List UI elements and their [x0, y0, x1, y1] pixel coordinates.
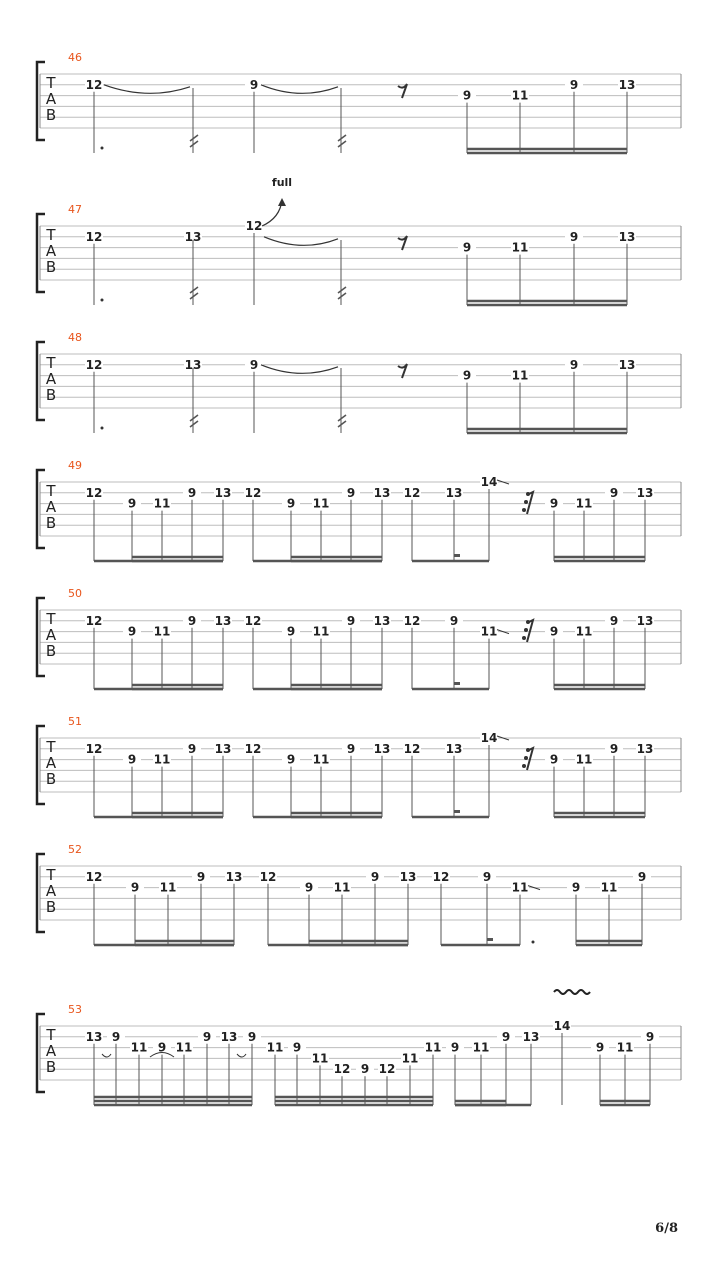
rest-marker: [487, 938, 493, 941]
fret-number: 12: [403, 741, 421, 756]
fret-number: 13: [445, 741, 463, 756]
tab-clef-letter: B: [45, 258, 57, 276]
fret-number: 9: [286, 624, 296, 639]
sixteenth-rest: [522, 620, 533, 642]
fret-number: 11: [130, 1040, 148, 1055]
fret-number: 9: [501, 1029, 511, 1044]
fret-number: 12: [403, 485, 421, 500]
measure-number: 50: [68, 587, 82, 600]
fret-number: 9: [346, 613, 356, 628]
fret-number: 13: [184, 229, 202, 244]
bend-label: full: [271, 176, 293, 189]
fret-number: 12: [245, 219, 263, 233]
fret-number: 11: [311, 1051, 329, 1066]
tab-clef-letter: T: [46, 74, 56, 92]
fret-number: 9: [549, 752, 559, 767]
fret-number: 9: [462, 88, 472, 103]
fret-number: 12: [244, 485, 262, 500]
rhythm-dot: [532, 941, 535, 944]
fret-number: 14: [480, 731, 498, 745]
tab-clef-letter: T: [46, 226, 56, 244]
fret-number: 9: [202, 1029, 212, 1044]
fret-number: 13: [618, 357, 636, 372]
rest-marker: [454, 682, 460, 685]
tab-clef-letter: T: [46, 354, 56, 372]
fret-number: 11: [511, 880, 529, 895]
fret-number: 9: [549, 624, 559, 639]
tab-system-51: [37, 715, 681, 817]
fret-number: 9: [360, 1062, 370, 1077]
fret-number: 12: [85, 741, 103, 756]
fret-number: 12: [403, 613, 421, 628]
fret-number: 14: [480, 475, 498, 489]
fret-number: 13: [184, 357, 202, 372]
fret-number: 12: [333, 1062, 351, 1077]
eighth-flag: [338, 287, 346, 299]
tab-system-53: [37, 990, 681, 1105]
tab-clef-letter: A: [45, 242, 57, 260]
eighth-flag: [190, 135, 198, 147]
eighth-flag: [338, 135, 346, 147]
fret-number: 9: [187, 741, 197, 756]
fret-number: 11: [312, 496, 330, 511]
fret-number: 13: [636, 613, 654, 628]
fret-number: 12: [259, 869, 277, 884]
fret-number: 9: [286, 752, 296, 767]
tab-clef-letter: A: [45, 370, 57, 388]
fret-number: 12: [85, 613, 103, 628]
fret-number: 9: [127, 624, 137, 639]
fret-number: 9: [249, 357, 259, 372]
fret-number: 11: [575, 752, 593, 767]
fret-number: 9: [187, 485, 197, 500]
eighth-flag: [338, 415, 346, 427]
tab-system-49: [37, 459, 681, 561]
page-number: 6/8: [655, 1221, 678, 1236]
hammer-arc: [237, 1054, 246, 1057]
fret-number: 11: [511, 88, 529, 103]
tab-clef-letter: B: [45, 642, 57, 660]
fret-number: 9: [249, 77, 259, 92]
tab-system-47: [37, 176, 681, 305]
fret-number: 9: [450, 1040, 460, 1055]
rhythm-dot: [101, 427, 104, 430]
measure-number: 47: [68, 203, 82, 216]
tab-clef-letter: B: [45, 770, 57, 788]
fret-number: 9: [247, 1029, 257, 1044]
fret-number: 13: [373, 741, 391, 756]
tab-clef-letter: T: [46, 1026, 56, 1044]
tab-clef-letter: A: [45, 754, 57, 772]
rhythm-dot: [101, 299, 104, 302]
rest-marker: [454, 810, 460, 813]
fret-number: 13: [636, 741, 654, 756]
fret-number: 11: [159, 880, 177, 895]
measure-number: 49: [68, 459, 82, 472]
fret-number: 9: [346, 485, 356, 500]
hammer-arc: [102, 1054, 111, 1057]
bend-arrowhead: [278, 198, 286, 206]
tab-clef-letter: T: [46, 482, 56, 500]
measure-number: 51: [68, 715, 82, 728]
tab-system-50: [37, 587, 681, 689]
tie-arc: [104, 85, 190, 94]
fret-number: 9: [569, 357, 579, 372]
fret-number: 9: [571, 880, 581, 895]
tab-clef-letter: A: [45, 498, 57, 516]
fret-number: 12: [244, 613, 262, 628]
fret-number: 9: [449, 613, 459, 628]
eighth-flag: [190, 287, 198, 299]
rest-marker: [454, 554, 460, 557]
fret-number: 14: [553, 1019, 571, 1033]
fret-number: 12: [85, 229, 103, 244]
fret-number: 11: [401, 1051, 419, 1066]
fret-number: 13: [373, 485, 391, 500]
fret-number: 13: [85, 1029, 103, 1044]
fret-number: 9: [196, 869, 206, 884]
fret-number: 9: [462, 240, 472, 255]
fret-number: 9: [462, 368, 472, 383]
fret-number: 11: [175, 1040, 193, 1055]
fret-number: 13: [214, 613, 232, 628]
tab-clef-letter: T: [46, 866, 56, 884]
fret-number: 12: [85, 869, 103, 884]
fret-number: 11: [153, 752, 171, 767]
tab-clef-letter: B: [45, 1058, 57, 1076]
fret-number: 13: [373, 613, 391, 628]
fret-number: 12: [378, 1062, 396, 1077]
measure-number: 52: [68, 843, 82, 856]
measure-number: 53: [68, 1003, 82, 1016]
tab-system-48: [37, 331, 681, 433]
tab-clef-letter: T: [46, 610, 56, 628]
sixteenth-rest: [522, 492, 533, 514]
fret-number: 9: [130, 880, 140, 895]
fret-number: 11: [575, 624, 593, 639]
measure-number: 48: [68, 331, 82, 344]
fret-number: 13: [225, 869, 243, 884]
fret-number: 11: [333, 880, 351, 895]
fret-number: 11: [266, 1040, 284, 1055]
tie-arc: [264, 237, 338, 246]
measure-number: 46: [68, 51, 82, 64]
tab-clef-letter: B: [45, 898, 57, 916]
fret-number: 13: [618, 77, 636, 92]
fret-number: 9: [157, 1040, 167, 1055]
fret-number: 9: [286, 496, 296, 511]
fret-number: 9: [292, 1040, 302, 1055]
fret-number: 9: [569, 77, 579, 92]
tab-clef-letter: B: [45, 106, 57, 124]
tab-system-52: [37, 843, 681, 945]
fret-number: 12: [85, 485, 103, 500]
tab-clef-letter: A: [45, 626, 57, 644]
tab-clef-letter: A: [45, 1042, 57, 1060]
fret-number: 13: [445, 485, 463, 500]
fret-number: 11: [480, 624, 498, 639]
fret-number: 9: [304, 880, 314, 895]
fret-number: 11: [511, 240, 529, 255]
tab-clef-letter: A: [45, 882, 57, 900]
fret-number: 9: [609, 613, 619, 628]
rhythm-dot: [101, 147, 104, 150]
fret-number: 13: [522, 1029, 540, 1044]
fret-number: 12: [244, 741, 262, 756]
bend-arrow: [262, 200, 282, 226]
fret-number: 9: [637, 869, 647, 884]
fret-number: 13: [618, 229, 636, 244]
fret-number: 9: [346, 741, 356, 756]
tie-arc: [261, 85, 338, 94]
fret-number: 9: [549, 496, 559, 511]
fret-number: 13: [214, 485, 232, 500]
fret-number: 9: [595, 1040, 605, 1055]
fret-number: 9: [645, 1029, 655, 1044]
fret-number: 11: [153, 496, 171, 511]
fret-number: 12: [85, 77, 103, 92]
fret-number: 9: [127, 752, 137, 767]
fret-number: 9: [609, 485, 619, 500]
fret-number: 11: [575, 496, 593, 511]
tab-clef-letter: B: [45, 514, 57, 532]
tab-clef-letter: B: [45, 386, 57, 404]
fret-number: 13: [399, 869, 417, 884]
fret-number: 9: [111, 1029, 121, 1044]
fret-number: 11: [511, 368, 529, 383]
fret-number: 9: [370, 869, 380, 884]
fret-number: 9: [569, 229, 579, 244]
fret-number: 12: [432, 869, 450, 884]
vibrato-mark: [554, 990, 590, 994]
fret-number: 9: [187, 613, 197, 628]
fret-number: 11: [600, 880, 618, 895]
fret-number: 13: [214, 741, 232, 756]
fret-number: 11: [424, 1040, 442, 1055]
sixteenth-rest: [522, 748, 533, 770]
tab-system-46: [37, 51, 681, 153]
fret-number: 12: [85, 357, 103, 372]
fret-number: 13: [220, 1029, 238, 1044]
fret-number: 11: [472, 1040, 490, 1055]
fret-number: 11: [312, 752, 330, 767]
fret-number: 11: [616, 1040, 634, 1055]
fret-number: 9: [127, 496, 137, 511]
fret-number: 9: [609, 741, 619, 756]
tab-clef-letter: T: [46, 738, 56, 756]
tab-clef-letter: A: [45, 90, 57, 108]
eighth-flag: [190, 415, 198, 427]
fret-number: 11: [312, 624, 330, 639]
tie-arc: [261, 365, 338, 374]
fret-number: 9: [482, 869, 492, 884]
fret-number: 13: [636, 485, 654, 500]
fret-number: 11: [153, 624, 171, 639]
